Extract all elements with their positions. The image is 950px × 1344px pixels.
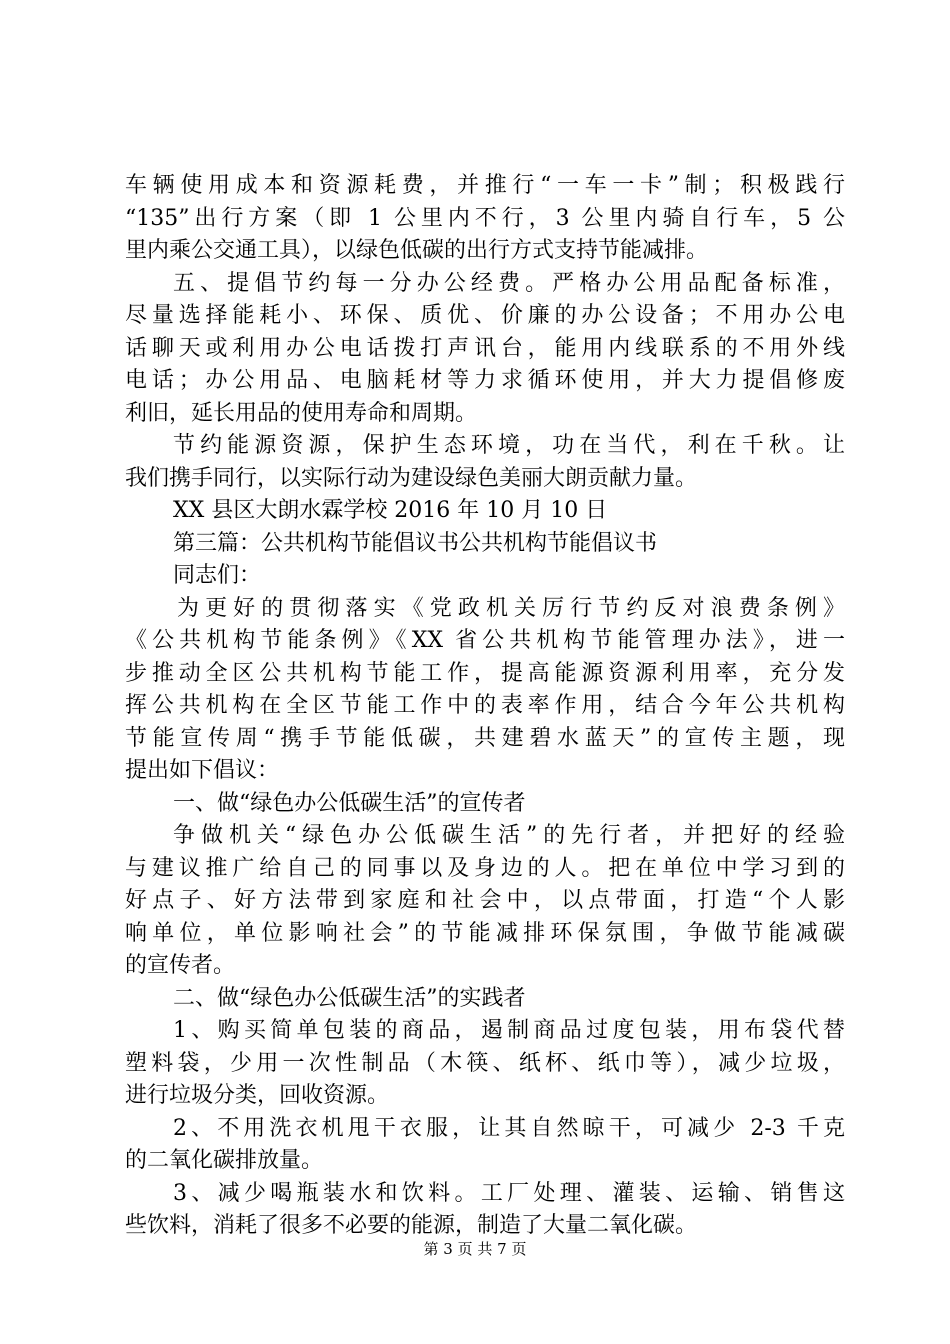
text-line: 与建议推广给自己的同事以及身边的人。把在单位中学习到的 <box>125 855 845 881</box>
text-line: 我们携手同行，以实际行动为建设绿色美丽大朗贡献力量。 <box>125 465 698 491</box>
text-line: 步推动全区公共机构节能工作，提高能源资源利用率，充分发 <box>125 660 845 686</box>
text-line: 利旧，延长用品的使用寿命和周期。 <box>125 400 478 426</box>
text-line: 电话；办公用品、电脑耗材等力求循环使用，并大力提倡修废 <box>125 368 845 393</box>
text-line: 响单位，单位影响社会”的节能减排环保氛围，争做节能减碳 <box>125 920 845 946</box>
text-line: 1、购买简单包装的商品，遏制商品过度包装，用布袋代替 <box>173 1018 845 1043</box>
document-body <box>125 170 845 1243</box>
text-line: 的二氧化碳排放量。 <box>125 1148 324 1173</box>
text-line: 塑料袋，少用一次性制品（木筷、纸杯、纸巾等），减少垃圾， <box>125 1050 845 1076</box>
text-line: 话聊天或利用办公电话拨打声讯台，能用内线联系的不用外线 <box>125 335 845 361</box>
text-line: 3、减少喝瓶装水和饮料。工厂处理、灌装、运输、销售这 <box>173 1180 845 1206</box>
text-line: 《公共机构节能条例》《XX 省公共机构节能管理办法》，进一 <box>125 628 845 653</box>
text-line: 尽量选择能耗小、环保、质优、价廉的办公设备；不用办公电 <box>125 303 845 328</box>
signature-line: XX 县区大朗水霖学校 2016 年 10 月 10 日 <box>173 498 608 523</box>
salutation: 同志们： <box>173 563 262 588</box>
text-line: 里内乘公交通工具），以绿色低碳的出行方式支持节能减排。 <box>125 238 709 263</box>
text-line: 挥公共机构在全区节能工作中的表率作用，结合今年公共机构 <box>125 693 845 718</box>
text-line: “135”出行方案（即 1 公里内不行，3 公里内骑自行车，5 公 <box>125 205 845 231</box>
text-line: 的宣传者。 <box>125 953 236 978</box>
section-heading: 二、做“绿色办公低碳生活”的实践者 <box>173 985 526 1011</box>
text-line: 提出如下倡议： <box>125 758 280 783</box>
chapter-title: 第三篇：公共机构节能倡议书公共机构节能倡议书 <box>173 530 658 556</box>
text-line: 争做机关“绿色办公低碳生活”的先行者，并把好的经验 <box>173 823 845 848</box>
text-line: 节能宣传周“携手节能低碳，共建碧水蓝天”的宣传主题，现 <box>125 725 845 751</box>
text-line: 2、不用洗衣机甩干衣服，让其自然晾干，可减少 2-3 千克 <box>173 1115 845 1141</box>
text-line: 好点子、好方法带到家庭和社会中，以点带面，打造“个人影 <box>125 888 845 913</box>
text-line: 为更好的贯彻落实《党政机关厉行节约反对浪费条例》 <box>177 595 845 621</box>
text-line: 节约能源资源，保护生态环境，功在当代，利在千秋。让 <box>173 433 845 458</box>
page-number: 第 3 页 共 7 页 <box>423 1240 527 1258</box>
section-five-heading-line: 五、提倡节约每一分办公经费。严格办公用品配备标准， <box>173 270 845 296</box>
text-line: 进行垃圾分类，回收资源。 <box>125 1083 390 1108</box>
section-heading: 一、做“绿色办公低碳生活”的宣传者 <box>173 790 526 816</box>
text-line: 车辆使用成本和资源耗费，并推行“一车一卡”制；积极践行 <box>125 173 845 198</box>
text-line: 些饮料，消耗了很多不必要的能源，制造了大量二氧化碳。 <box>125 1213 698 1238</box>
